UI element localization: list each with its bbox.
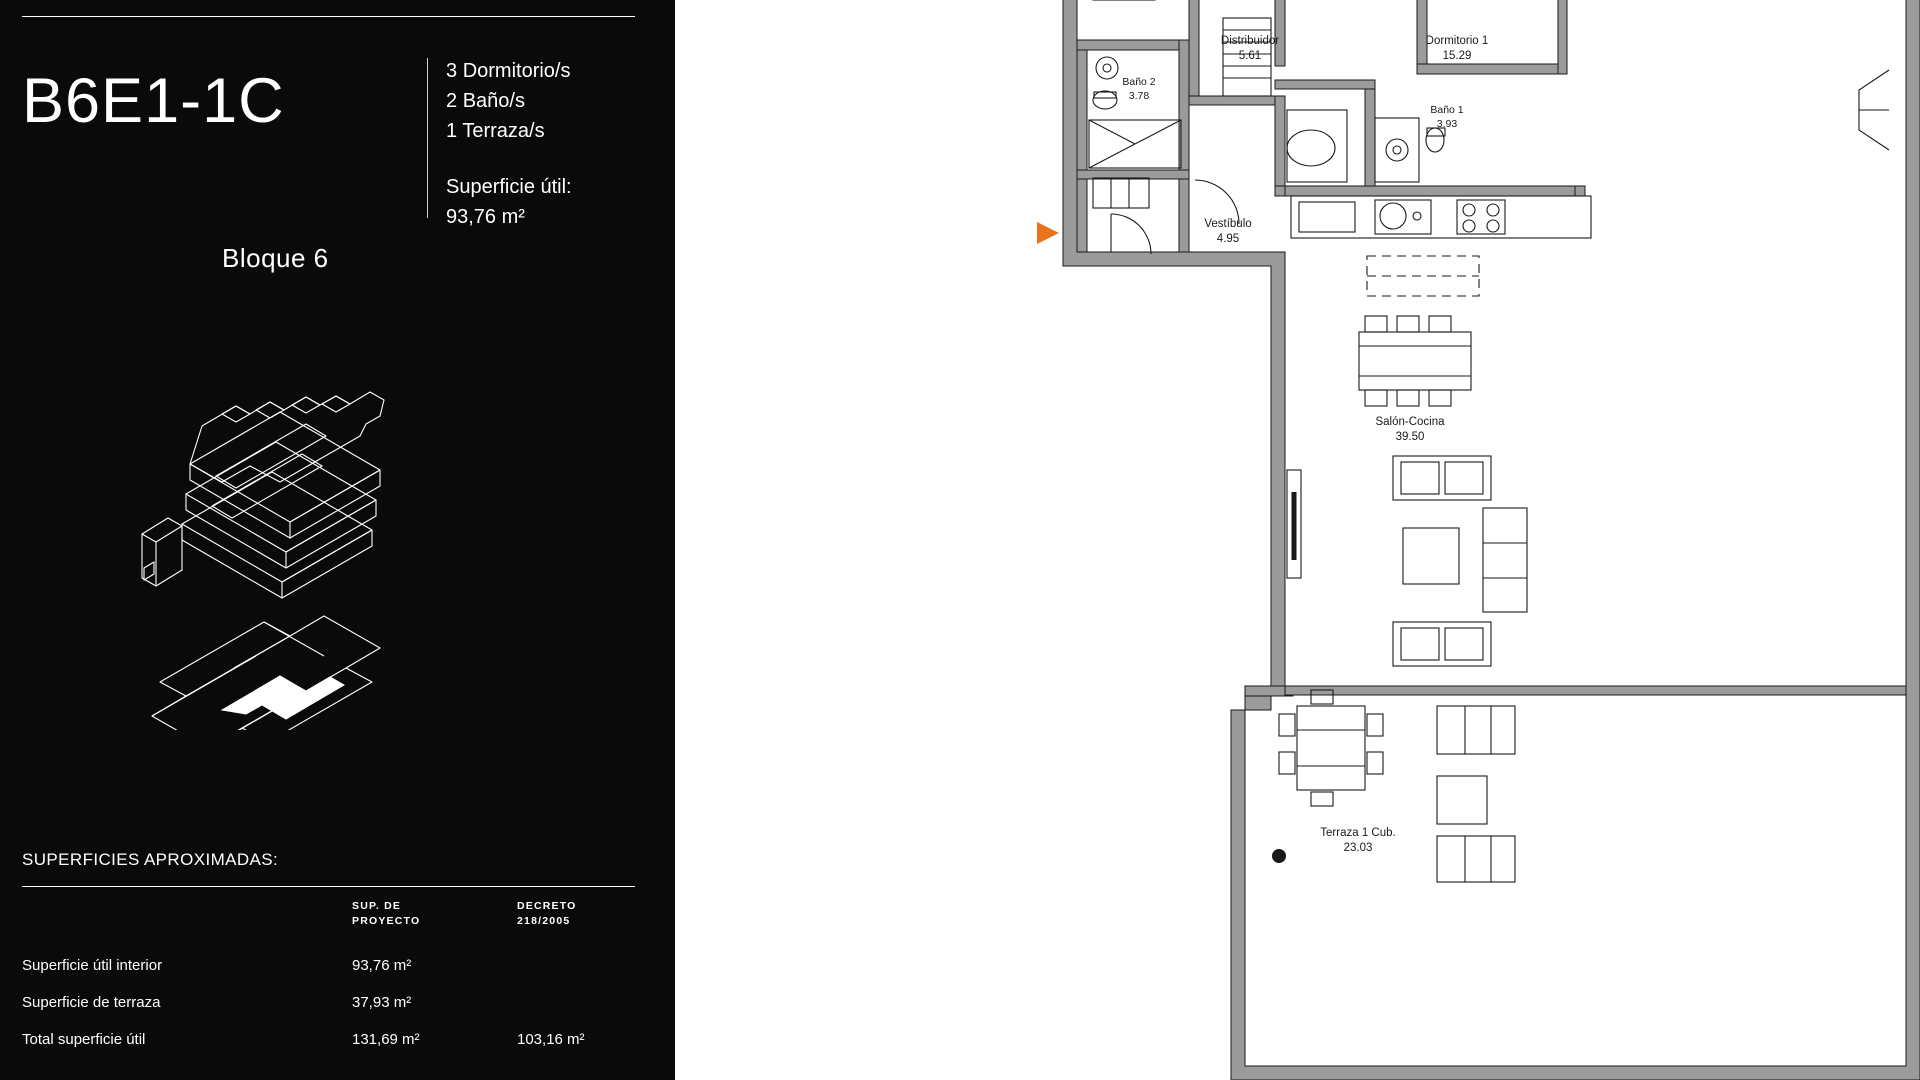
spec-bedrooms xyxy=(446,60,570,83)
spec-bedrooms-label: Dormitorio/s xyxy=(462,60,571,82)
title-block xyxy=(22,48,635,273)
dining-table xyxy=(1359,332,1471,390)
spec-terraces-count: 1 xyxy=(446,120,458,142)
spec-terraces-label: Terraza/s xyxy=(462,120,545,142)
terrace-armchair xyxy=(1437,776,1487,824)
row-project-value: 37,93 m² xyxy=(352,994,412,1012)
room-labels xyxy=(1122,35,1488,854)
table-row xyxy=(22,984,635,1021)
room-label-terraza-1-cub: Terraza 1 Cub. xyxy=(1320,827,1396,839)
room-area-terraza-1-cub: 23.03 xyxy=(1343,842,1373,854)
bathtub-bath1 xyxy=(1287,130,1335,166)
toilet-bath1 xyxy=(1426,128,1444,152)
table-header-row xyxy=(22,899,635,947)
isometric-diagram-svg xyxy=(130,330,550,730)
room-label-distribuidor: Distribuidor xyxy=(1220,35,1280,47)
sink-bath1 xyxy=(1386,139,1408,161)
sofa-2 xyxy=(1393,622,1491,666)
row-name: Superficie de terraza xyxy=(22,994,161,1012)
highlighted-unit-shape xyxy=(222,676,344,719)
isometric-building-diagram xyxy=(130,330,550,730)
room-label-salon-cocina: Salón-Cocina xyxy=(1375,416,1445,428)
table-header-project-line1: SUP. DE xyxy=(352,900,402,912)
plan-fixtures xyxy=(1089,0,1889,882)
room-label-bano-2: Baño 2 xyxy=(1122,76,1156,88)
table-header-decree-line2: 218/2005 xyxy=(517,915,571,928)
coffee-table xyxy=(1403,528,1459,584)
room-area-vestibulo: 4.95 xyxy=(1216,233,1240,245)
room-area-dormitorio-1: 15.29 xyxy=(1442,50,1472,62)
row-name: Superficie útil interior xyxy=(22,957,163,975)
room-area-bano-1: 3.93 xyxy=(1436,118,1458,130)
room-area-distribuidor: 5.61 xyxy=(1238,50,1262,62)
room-area-salon-cocina: 39.50 xyxy=(1395,431,1425,443)
table-header-decree-line1: DECRETO xyxy=(517,900,577,912)
table-row xyxy=(22,1021,635,1058)
drain-icon xyxy=(1272,849,1286,863)
spec-bathrooms xyxy=(446,90,525,113)
room-label-vestibulo: Vestíbulo xyxy=(1204,218,1252,230)
room-area-bano-2: 3.78 xyxy=(1128,90,1150,102)
room-label-bano-1: Baño 1 xyxy=(1430,104,1464,116)
room-label-dormitorio-1: Dormitorio 1 xyxy=(1425,35,1489,47)
table-header-decree xyxy=(517,899,635,947)
row-decree-value xyxy=(517,947,635,984)
spec-bathrooms-label: Baño/s xyxy=(462,90,525,112)
row-decree-value: 103,16 m² xyxy=(517,1031,585,1049)
sofa-3 xyxy=(1483,508,1527,612)
terrace-sofa-1 xyxy=(1437,706,1515,754)
spec-bedrooms-count: 3 xyxy=(446,60,458,82)
spec-bathrooms-count: 2 xyxy=(446,90,458,112)
surfaces-table xyxy=(22,899,635,1058)
row-project-value: 93,76 m² xyxy=(352,957,412,975)
floor-plan-area xyxy=(675,0,1920,1080)
table-header-name xyxy=(22,899,352,947)
terrace-table xyxy=(1297,706,1365,790)
row-decree-value xyxy=(517,984,635,1021)
floor-plan-svg xyxy=(675,0,1920,1080)
unit-code: B6E1-1C xyxy=(22,66,285,136)
terrace-sofa-2 xyxy=(1437,836,1515,882)
useful-surface-label: Superficie útil: xyxy=(446,176,572,198)
title-vertical-divider xyxy=(427,58,428,218)
plan-walls xyxy=(1063,0,1920,1080)
spec-terraces xyxy=(446,120,545,143)
panel-top-divider xyxy=(22,16,635,17)
toilet-bath2 xyxy=(1093,91,1117,109)
block-label: Bloque 6 xyxy=(222,243,329,273)
row-name: Total superficie útil xyxy=(22,1031,146,1049)
useful-surface-value: 93,76 m² xyxy=(446,206,525,228)
table-row xyxy=(22,947,635,984)
approximate-surfaces-section xyxy=(22,850,635,1058)
row-project-value: 131,69 m² xyxy=(352,1031,420,1049)
surfaces-divider xyxy=(22,886,635,887)
entry-arrow-icon xyxy=(1037,222,1059,244)
surfaces-heading: SUPERFICIES APROXIMADAS: xyxy=(22,850,279,869)
kitchen-sink xyxy=(1380,203,1406,229)
table-header-project xyxy=(352,899,517,947)
unit-info-panel xyxy=(0,0,675,1080)
sink-bath2 xyxy=(1096,57,1118,79)
table-header-project-line2: PROYECTO xyxy=(352,915,421,928)
sofa-1 xyxy=(1393,456,1491,500)
